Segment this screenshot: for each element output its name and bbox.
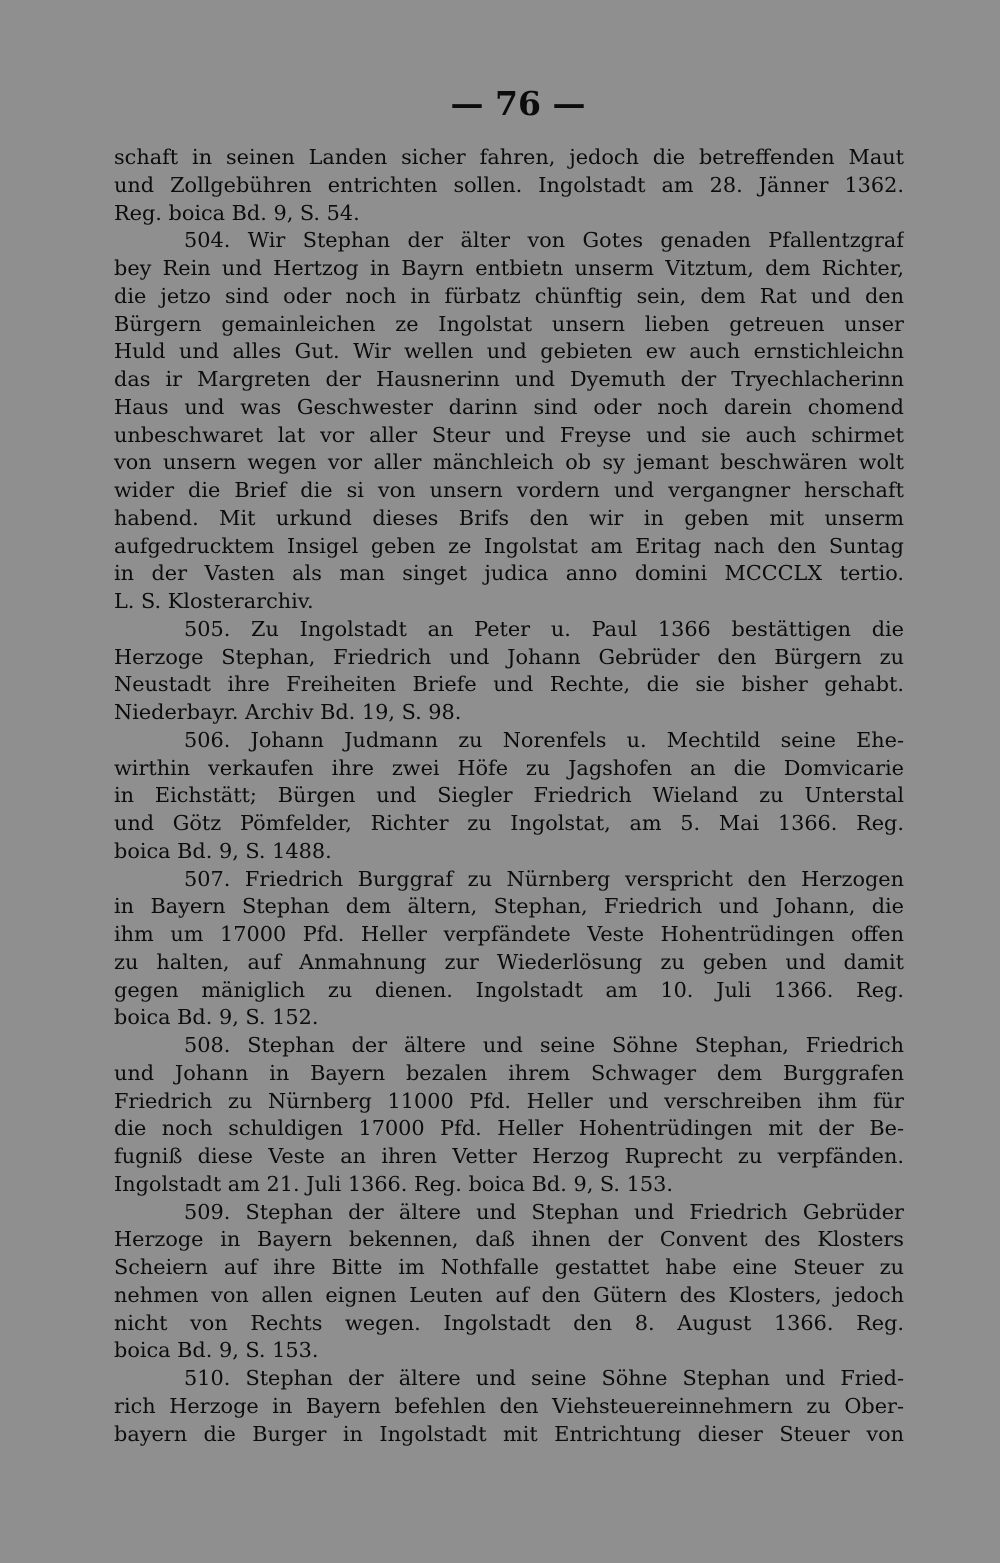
- paragraph: [114, 866, 904, 1033]
- text-line: boica Bd. 9, S. 1488.: [114, 838, 332, 863]
- paragraph: [114, 727, 904, 866]
- text-line: unbeschwaret lat vor aller Steur und Freyse und sie auch schirmet: [114, 422, 904, 447]
- text-line: fugniß diese Veste an ihren Vetter Herzog Ruprecht zu verpfänden.: [114, 1144, 904, 1168]
- text-line: L. S. Klosterarchiv.: [114, 589, 314, 613]
- text-line: Haus und was Geschwester darinn sind oder noch darein chomend: [114, 394, 904, 419]
- paragraph: [114, 616, 904, 727]
- text-line: boica Bd. 9, S. 153.: [114, 1338, 319, 1363]
- text-line: wirthin verkaufen ihre zwei Höfe zu Jagshofen an die Domvicarie: [114, 755, 904, 780]
- text-line: die noch schuldigen 17000 Pfd. Heller Hohentrüdingen mit der Be-: [114, 1116, 904, 1141]
- text-line: und Johann in Bayern bezalen ihrem Schwager dem Burggrafen: [114, 1060, 904, 1085]
- text-line: Scheiern auf ihre Bitte im Nothfalle gestattet habe eine Steuer zu: [114, 1255, 904, 1279]
- text-line: und Götz Pömfelder, Richter zu Ingolstat, am 5. Mai 1366. Reg.: [114, 811, 904, 835]
- text-line: nicht von Rechts wegen. Ingolstadt den 8. August 1366. Reg.: [114, 1310, 904, 1335]
- text-line: Niederbayr. Archiv Bd. 19, S. 98.: [114, 700, 462, 724]
- text-line: Neustadt ihre Freiheiten Briefe und Rechte, die sie bisher gehabt.: [114, 672, 904, 697]
- text-line: gegen mäniglich zu dienen. Ingolstadt am 10. Juli 1366. Reg.: [114, 977, 904, 1002]
- text-line: bayern die Burger in Ingolstadt mit Entrichtung dieser Steuer von: [114, 1421, 904, 1446]
- paragraph: [114, 1032, 904, 1199]
- text-line: in Eichstätt; Bürgen und Siegler Friedrich Wieland zu Unterstal: [114, 783, 904, 808]
- text-line: 507. Friedrich Burggraf zu Nürnberg verspricht den Herzogen: [184, 866, 904, 891]
- text-line: wider die Brief die si von unsern vordern und vergangner herschaft: [114, 478, 904, 502]
- text-line: Herzoge in Bayern bekennen, daß ihnen der Convent des Klosters: [114, 1227, 904, 1252]
- text-line: Friedrich zu Nürnberg 11000 Pfd. Heller und verschreiben ihm für: [114, 1088, 904, 1113]
- text-line: habend. Mit urkund dieses Brifs den wir in geben mit unserm: [114, 505, 904, 530]
- text-line: bey Rein und Hertzog in Bayrn entbietn unserm Vitztum, dem Richter,: [114, 256, 904, 280]
- text-line: Huld und alles Gut. Wir wellen und gebieten ew auch ernstichleichn: [114, 339, 904, 364]
- text-line: aufgedrucktem Insigel geben ze Ingolstat am Eritag nach den Suntag: [114, 533, 904, 558]
- text-line: in der Vasten als man singet judica anno domini MCCCLX tertio.: [114, 561, 904, 586]
- paragraph: [114, 144, 904, 227]
- page-number: — 76 —: [450, 84, 586, 123]
- text-line: in Bayern Stephan dem ältern, Stephan, Friedrich und Johann, die: [114, 894, 904, 919]
- text-line: Bürgern gemainleichen ze Ingolstat unsern lieben getreuen unser: [114, 311, 904, 336]
- paragraph: [114, 1199, 904, 1366]
- text-line: 508. Stephan der ältere und seine Söhne Stephan, Friedrich: [184, 1033, 904, 1057]
- text-line: 510. Stephan der ältere und seine Söhne Stephan und Fried-: [184, 1366, 904, 1390]
- text-line: 509. Stephan der ältere und Stephan und Friedrich Gebrüder: [184, 1199, 904, 1224]
- text-line: ihm um 17000 Pfd. Heller verpfändete Veste Hohentrüdingen offen: [114, 922, 904, 946]
- text-line: Herzoge Stephan, Friedrich und Johann Gebrüder den Bürgern zu: [114, 644, 904, 669]
- text-line: von unsern wegen vor aller mänchleich ob sy jemant beschwären wolt: [114, 450, 904, 475]
- text-line: Reg. boica Bd. 9, S. 54.: [114, 200, 360, 225]
- text-line: nehmen von allen eignen Leuten auf den Gütern des Klosters, jedoch: [114, 1282, 904, 1307]
- text-line: das ir Margreten der Hausnerinn und Dyemuth der Tryechlacherinn: [114, 367, 904, 391]
- text-line: 505. Zu Ingolstadt an Peter u. Paul 1366 bestättigen die: [184, 616, 904, 641]
- text-line: 504. Wir Stephan der älter von Gotes genaden Pfallentzgraf: [184, 228, 904, 253]
- paragraph: [114, 227, 904, 616]
- text-line: boica Bd. 9, S. 152.: [114, 1005, 319, 1030]
- text-line: die jetzo sind oder noch in fürbatz chünftig sein, dem Rat und den: [114, 283, 904, 308]
- text-line: und Zollgebühren entrichten sollen. Ingolstadt am 28. Jänner 1362.: [114, 172, 904, 197]
- text-line: 506. Johann Judmann zu Norenfels u. Mechtild seine Ehe-: [184, 727, 904, 752]
- body-text: [114, 144, 904, 1448]
- text-line: rich Herzoge in Bayern befehlen den Viehsteuereinnehmern zu Ober-: [114, 1393, 904, 1418]
- text-line: zu halten, auf Anmahnung zur Wiederlösung zu geben und damit: [114, 949, 904, 974]
- paragraph: [114, 1365, 904, 1448]
- text-line: Ingolstadt am 21. Juli 1366. Reg. boica Bd. 9, S. 153.: [114, 1171, 673, 1196]
- text-line: schaft in seinen Landen sicher fahren, jedoch die betreffenden Maut: [114, 145, 904, 169]
